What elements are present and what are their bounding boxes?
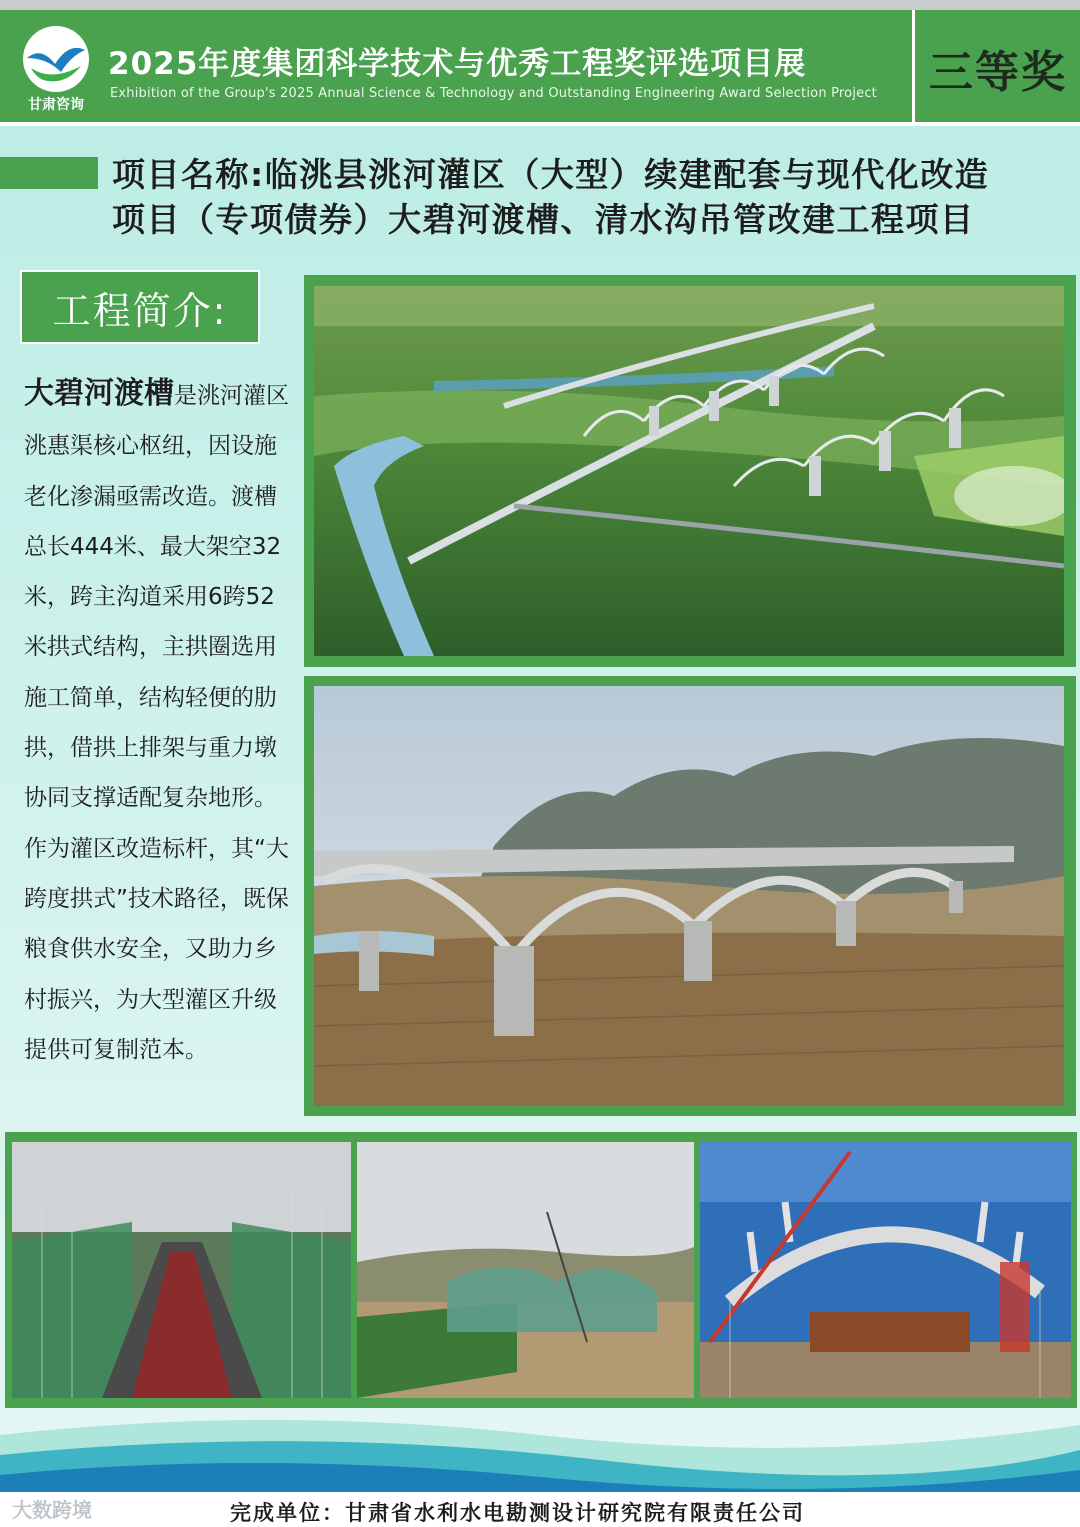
- aqueduct-rendering-photo: [314, 286, 1064, 656]
- project-name-line-1: 项目名称:临洮县洮河灌区（大型）续建配套与现代化改造: [112, 155, 990, 194]
- bird-logo-icon: [21, 24, 91, 94]
- header-divider: [912, 10, 915, 126]
- exhibition-title: 2025年度集团科学技术与优秀工程奖评选项目展: [108, 46, 807, 82]
- intro-body: 是洮河灌区洮惠渠核心枢纽，因设施老化渗漏亟需改造。渡槽总长444米、最大架空32米，跨主沟道采用6跨52米拱式结构，主拱圈选用施工简单，结构轻便的肋拱，借拱上排架与重力墩协同支撑适配复杂地形。作为灌区改造标杆，其“大跨度拱式”技术路径，既保粮食供水安全，又助力乡村振兴，为大型灌区升级提供可复制范本。: [24, 383, 289, 1063]
- completed-aqueduct-photo: [314, 686, 1064, 1106]
- intro-heading: 工程简介:: [20, 270, 260, 344]
- footer: [0, 1492, 1080, 1527]
- completion-unit: 完成单位：甘肃省水利水电勘测设计研究院有限责任公司: [230, 1500, 805, 1525]
- award-level: 三等奖: [929, 47, 1067, 98]
- decorative-waves: [0, 1405, 1080, 1500]
- intro-text: [24, 369, 294, 1075]
- top-strip: [0, 0, 1080, 10]
- logo-text: 甘肃咨询: [28, 97, 84, 113]
- project-title-bar: [0, 157, 98, 189]
- project-name-line-2: 项目（专项债券）大碧河渡槽、清水沟吊管改建工程项目: [112, 200, 975, 239]
- construction-photo-scaffold: [357, 1142, 694, 1398]
- header-banner: [0, 10, 1080, 126]
- intro-lead: 大碧河渡槽: [24, 376, 174, 411]
- exhibition-subtitle: Exhibition of the Group's 2025 Annual Science & Technology and Outstanding Engineering Award Selection Project: [110, 86, 877, 101]
- project-name: [112, 152, 1062, 242]
- construction-photo-arch: [700, 1142, 1071, 1398]
- construction-photo-deck: [12, 1142, 351, 1398]
- watermark: 大数跨境: [12, 1498, 92, 1522]
- company-logo: [18, 24, 94, 120]
